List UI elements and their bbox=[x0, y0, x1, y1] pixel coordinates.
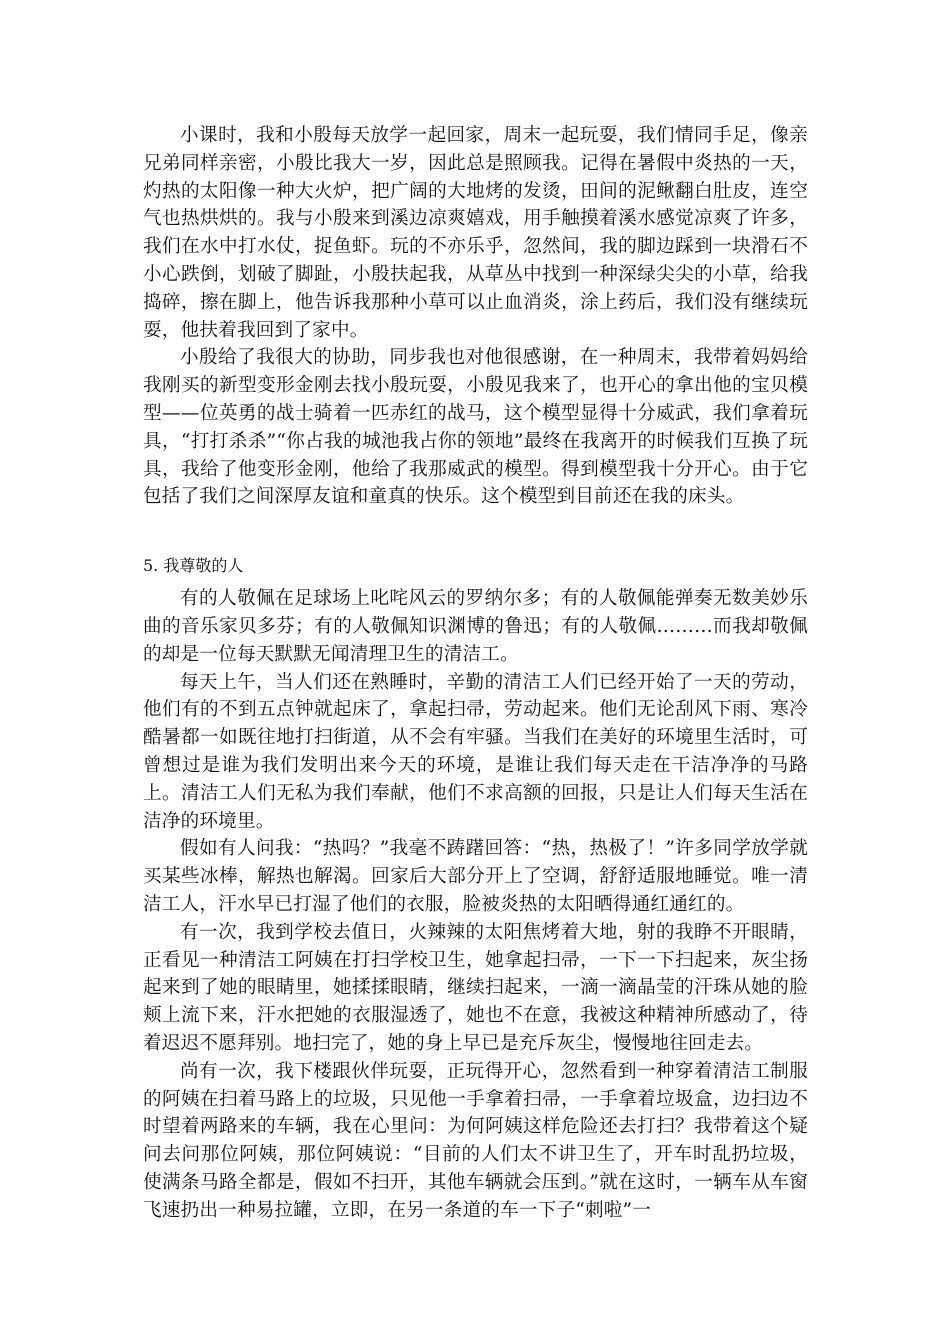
story1-paragraph-2: 小殷给了我很大的协助，同步我也对他很感谢，在一种周末，我带着妈妈给我刚买的新型变形金刚去找小殷玩耍，小殷见我来了，也开心的拿出他的宝贝模型——位英勇的战士骑着一匹赤红的战马，这个模型显得十分威武，我们拿着玩具，“打打杀杀”“你占我的城池我占你的领地”最终在我离开的时候我们互换了玩具，我给了他变形金刚，他给了我那威武的模型。得到模型我十分开心。由于它包括了我们之间深厚友谊和童真的快乐。这个模型到目前还在我的床头。 bbox=[143, 347, 808, 508]
section-heading: 5. 我尊敬的人 bbox=[143, 556, 244, 576]
document-page bbox=[143, 122, 808, 1224]
section5-paragraph-3: 假如有人问我：“热吗？”我毫不踌躇回答：“热，热极了！”许多同学放学就买某些冰棒，解热也解渴。回家后大部分开上了空调，舒舒适服地睡觉。唯一清洁工人，汗水早已打湿了他们的衣服，脸被炎热的太阳晒得通红通红的。 bbox=[143, 838, 808, 915]
section5-paragraph-1: 有的人敬佩在足球场上叱咤风云的罗纳尔多；有的人敬佩能弹奏无数美妙乐曲的音乐家贝多芬；有的人敬佩知识渊博的鲁迅；有的人敬佩………而我却敬佩的却是一位每天默默无闻清理卫生的清洁工。 bbox=[143, 588, 808, 665]
section5-paragraph-5: 尚有一次，我下楼跟伙伴玩耍，正玩得开心，忽然看到一种穿着清洁工制服的阿姨在扫着马路上的垃圾，只见他一手拿着扫帚，一手拿着垃圾盒，边扫边不时望着两路来的车辆，我在心里问：为何阿姨这样危险还去打扫？我带着这个疑问去问那位阿姨，那位阿姨说：“目前的人们太不讲卫生了，开车时乱扔垃圾，使满条马路全都是，假如不扫开，其他车辆就会压到。”就在这时，一辆车从车窗飞速扔出一种易拉罐，立即，在另一条道的车一下子“刺啦”一 bbox=[143, 1060, 808, 1221]
section5-paragraph-4: 有一次，我到学校去值日，火辣辣的太阳焦烤着大地，射的我睁不开眼睛，正看见一种清洁工阿姨在打扫学校卫生，她拿起扫帚，一下一下扫起来，灰尘扬起来到了她的眼睛里，她揉揉眼睛，继续扫起来，一滴一滴晶莹的汗珠从她的脸颊上流下来，汗水把她的衣服湿透了，她也不在意，我被这种精神所感动了，待着迟迟不愿拜别。地扫完了，她的身上早已是充斥灰尘，慢慢地往回走去。 bbox=[143, 921, 808, 1054]
story1-paragraph-1: 小课时，我和小殷每天放学一起回家，周末一起玩耍，我们情同手足，像亲兄弟同样亲密，小殷比我大一岁，因此总是照顾我。记得在暑假中炎热的一天，灼热的太阳像一种大火炉，把广阔的大地烤的发烫，田间的泥鳅翻白肚皮，连空气也热烘烘的。我与小殷来到溪边凉爽嬉戏，用手触摸着溪水感觉凉爽了许多，我们在水中打水仗，捉鱼虾。玩的不亦乐乎，忽然间，我的脚边踩到一块滑石不小心跌倒，划破了脚趾，小殷扶起我，从草丛中找到一种深绿尖尖的小草，给我捣碎，擦在脚上，他告诉我那种小草可以止血消炎，涂上药后，我们没有继续玩耍，他扶着我回到了家中。 bbox=[143, 125, 808, 341]
section5-paragraph-2: 每天上午，当人们还在熟睡时，辛勤的清洁工人们已经开始了一天的劳动，他们有的不到五点钟就起床了，拿起扫帚，劳动起来。他们无论刮风下雨、寒冷酷暑都一如既往地打扫街道，从不会有牢骚。当我们在美好的环境里生活时，可曾想过是谁为我们发明出来今天的环境，是谁让我们每天走在干洁净净的马路上。清洁工人们无私为我们奉献，他们不求高额的回报，只是让人们每天生活在洁净的环境里。 bbox=[143, 671, 808, 832]
section-spacer bbox=[143, 511, 808, 552]
